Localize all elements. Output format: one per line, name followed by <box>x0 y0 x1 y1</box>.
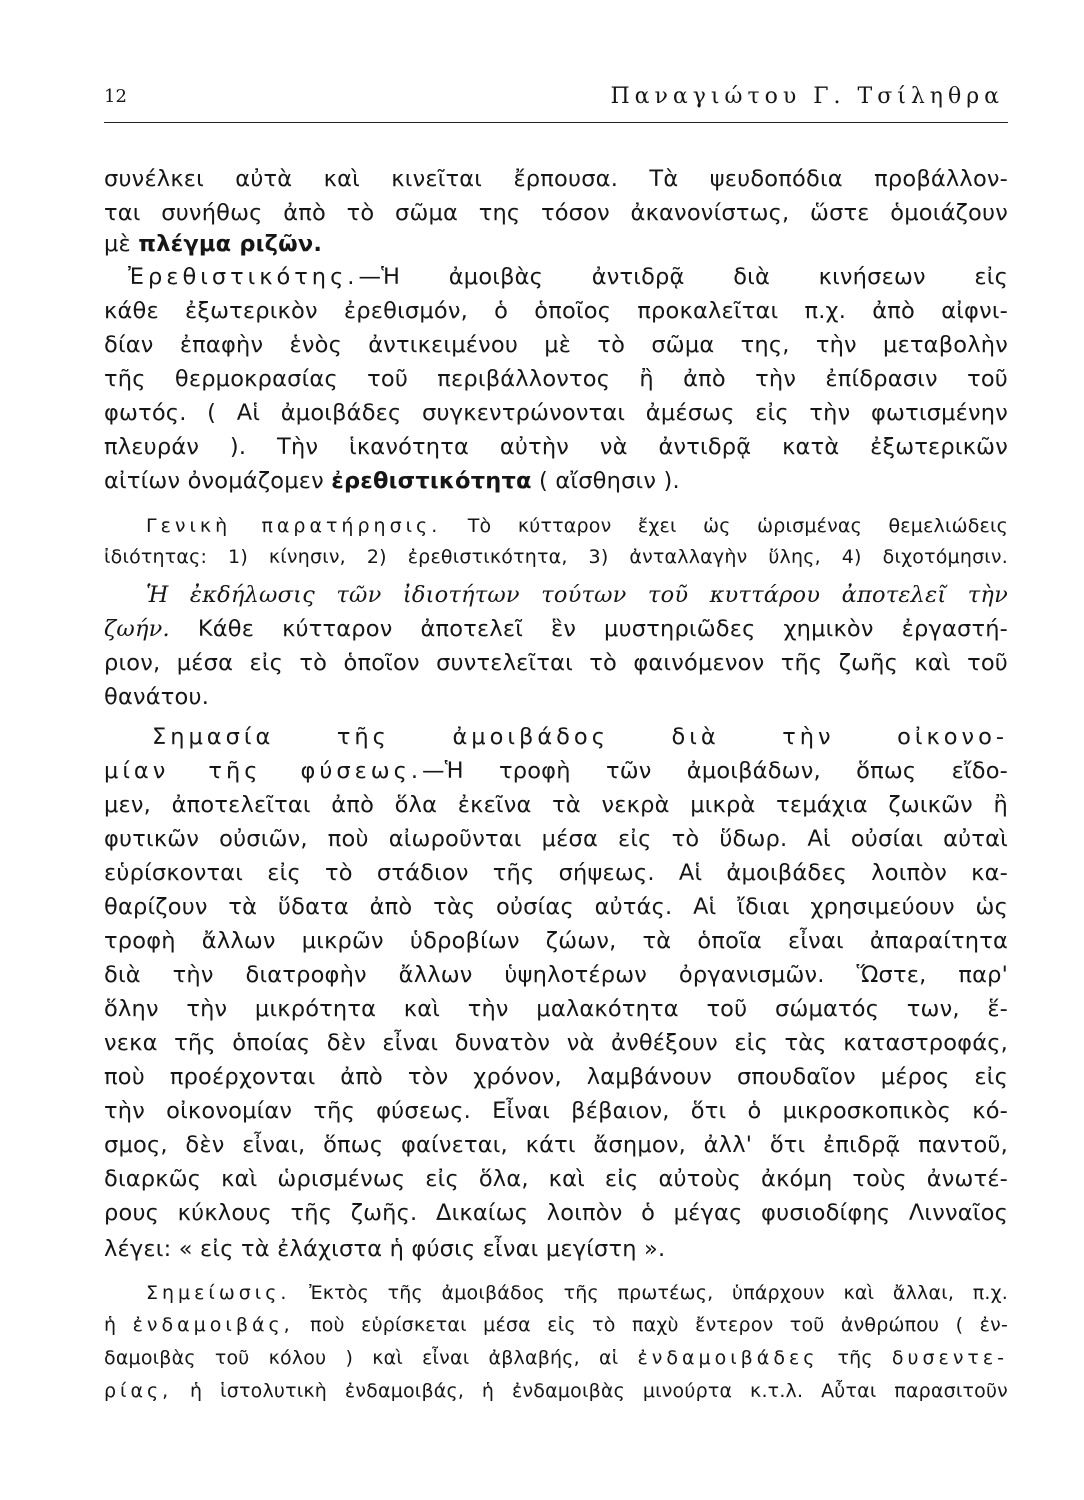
page-number: 12 <box>104 86 127 107</box>
text-line: κάθε ἐξωτερικὸν ἐρεθισμόν, ὁ ὁποῖος προκαλεῖται π.χ. ἀπὸ αἰφνι- <box>104 298 1008 324</box>
text-line: τῆς θερμοκρασίας τοῦ περιβάλλοντος ἢ ἀπὸ τὴν ἐπίδρασιν τοῦ <box>104 366 1008 392</box>
text-line: τροφὴ ἄλλων μικρῶν ὑδροβίων ζώων, τὰ ὁποῖα εἶναι ἀπαραίτητα <box>104 928 1008 954</box>
text-line: διαρκῶς καὶ ὡρισμένως εἰς ὅλα, καὶ εἰς αὐτοὺς ἀκόμη τοὺς ἀνωτέ- <box>104 1166 1008 1192</box>
text-line: διὰ τὴν διατροφὴν ἄλλων ὑψηλοτέρων ὀργανισμῶν. Ὥστε, παρ' <box>104 962 1008 988</box>
italic-term: ζωήν. <box>104 616 170 642</box>
text-line: ὅλην τὴν μικρότητα καὶ τὴν μαλακότητα τοῦ σώματός των, ἕ- <box>104 996 1008 1022</box>
text-line: ζωήν. Κάθε κύτταρον ἀποτελεῖ ἓν μυστηριῶδες χημικὸν ἐργαστή- <box>104 616 1008 642</box>
section-heading: Ἐρεθιστικότης. <box>128 264 359 290</box>
text-line: Γενικὴ παρατήρησις. Τὸ κύτταρον ἔχει ὡς ὡρισμένας θεμελιώδεις <box>146 515 1008 537</box>
text-line: μὲ πλέγμα ριζῶν. <box>104 231 323 257</box>
text-line: θαρίζουν τὰ ὕδατα ἀπὸ τὰς οὐσίας αὐτάς. Αἱ ἴδιαι χρησιμεύουν ὡς <box>104 894 1008 920</box>
bold-term: ἐρεθιστικότητα <box>331 468 532 494</box>
text-line: νεκα τῆς ὁποίας δὲν εἶναι δυνατὸν νὰ ἀνθέξουν εἰς τὰς καταστροφάς, <box>104 1030 1008 1056</box>
text-line: φωτός. ( Αἱ ἀμοιβάδες συγκεντρώνονται ἀμέσως εἰς τὴν φωτισμένην <box>104 400 1008 426</box>
section-heading: Σημείωσις. <box>146 1282 291 1304</box>
text-line: εὑρίσκονται εἰς τὸ στάδιον τῆς σήψεως. Αἱ ἀμοιβάδες λοιπὸν κα- <box>104 860 1008 886</box>
text-line: ρους κύκλους τῆς ζωῆς. Δικαίως λοιπὸν ὁ μέγας φυσιοδίφης Λινναῖος <box>104 1200 1008 1226</box>
text-line: ἡ ἐνδαμοιβάς, ποὺ εὑρίσκεται μέσα εἰς τὸ παχὺ ἔντερον τοῦ ἀνθρώπου ( ἐν- <box>104 1314 1008 1336</box>
text-line: δαμοιβὰς τοῦ κόλου ) καὶ εἶναι ἀβλαβής, αἱ ἐνδαμοιβάδες τῆς δυσεντε- <box>104 1347 1008 1369</box>
text-line: ριον, μέσα εἰς τὸ ὁποῖον συντελεῖται τὸ φαινόμενον τῆς ζωῆς καὶ τοῦ <box>104 650 1008 676</box>
text-line: ἰδιότητας: 1) κίνησιν, 2) ἐρεθιστικότητα, 3) ἀνταλλαγὴν ὕλης, 4) διχοτόμησιν. <box>104 546 1008 568</box>
text-line: θανάτου. <box>104 684 210 710</box>
text-line: συνέλκει αὐτὰ καὶ κινεῖται ἔρπουσα. Τὰ ψευδοπόδια προβάλλον- <box>104 166 1008 192</box>
text-line: μίαν τῆς φύσεως.—Ἡ τροφὴ τῶν ἀμοιβάδων, ὅπως εἴδο- <box>104 758 1008 784</box>
section-heading: Γενικὴ παρατήρησις. <box>146 515 442 537</box>
spaced-term: ρίας, <box>104 1380 173 1402</box>
text-line: τὴν οἰκονομίαν τῆς φύσεως. Εἶναι βέβαιον, ὅτι ὁ μικροσκοπικὸς κό- <box>104 1098 1008 1124</box>
text-line: πλευράν ). Τὴν ἱκανότητα αὐτὴν νὰ ἀντιδρᾷ κατὰ ἐξωτερικῶν <box>104 434 1008 460</box>
text-line: ρίας, ἡ ἱστολυτικὴ ἐνδαμοιβάς, ἡ ἐνδαμοιβὰς μινούρτα κ.τ.λ. Αὗται παρασιτοῦν <box>104 1380 1008 1402</box>
spaced-term: ἐνδαμοιβάς, <box>132 1314 294 1336</box>
text-line: Ἐρεθιστικότης.—Ἡ ἀμοιβὰς ἀντιδρᾷ διὰ κινήσεων εἰς <box>128 264 1008 290</box>
text-line: αἰτίων ὀνομάζομεν ἐρεθιστικότητα ( αἴσθησιν ). <box>104 468 680 494</box>
text-line: Σημείωσις. Ἐκτὸς τῆς ἀμοιβάδος τῆς πρωτέως, ὑπάρχουν καὶ ἄλλαι, π.χ. <box>146 1282 1008 1304</box>
section-heading: Σημασία τῆς ἀμοιβάδος διὰ τὴν οἰκονο- <box>152 724 1008 750</box>
page-header <box>104 82 1008 123</box>
section-heading: μίαν τῆς φύσεως. <box>104 758 422 784</box>
spaced-term: ἐνδαμοιβάδες <box>637 1347 819 1369</box>
text-line: ται συνήθως ἀπὸ τὸ σῶμα της τόσον ἀκανονίστως, ὥστε ὁμοιάζουν <box>104 200 1008 226</box>
text-line: μεν, ἀποτελεῖται ἀπὸ ὅλα ἐκεῖνα τὰ νεκρὰ μικρὰ τεμάχια ζωικῶν ἢ <box>104 792 1008 818</box>
text-line: Ἡ ἐκδήλωσις τῶν ἰδιοτήτων τούτων τοῦ κυττάρου ἀποτελεῖ τὴν <box>146 582 1008 608</box>
text-line: φυτικῶν οὐσιῶν, ποὺ αἰωροῦνται μέσα εἰς τὸ ὕδωρ. Αἱ οὐσίαι αὐταὶ <box>104 826 1008 852</box>
text-line: λέγει: « εἰς τὰ ἐλάχιστα ἡ φύσις εἶναι μεγίστη ». <box>104 1236 666 1262</box>
text-line: ποὺ προέρχονται ἀπὸ τὸν χρόνον, λαμβάνουν σπουδαῖον μέρος εἰς <box>104 1064 1008 1090</box>
running-head: Παναγιώτου Γ. Τσίληθρα <box>610 84 1004 109</box>
bold-term: πλέγμα ριζῶν. <box>138 231 323 257</box>
spaced-term: δυσεντε- <box>891 1347 1008 1369</box>
text-line: σμος, δὲν εἶναι, ὅπως φαίνεται, κάτι ἄσημον, ἀλλ' ὅτι ἐπιδρᾷ παντοῦ, <box>104 1132 1008 1158</box>
text-line: δίαν ἐπαφὴν ἑνὸς ἀντικειμένου μὲ τὸ σῶμα της, τὴν μεταβολὴν <box>104 332 1008 358</box>
